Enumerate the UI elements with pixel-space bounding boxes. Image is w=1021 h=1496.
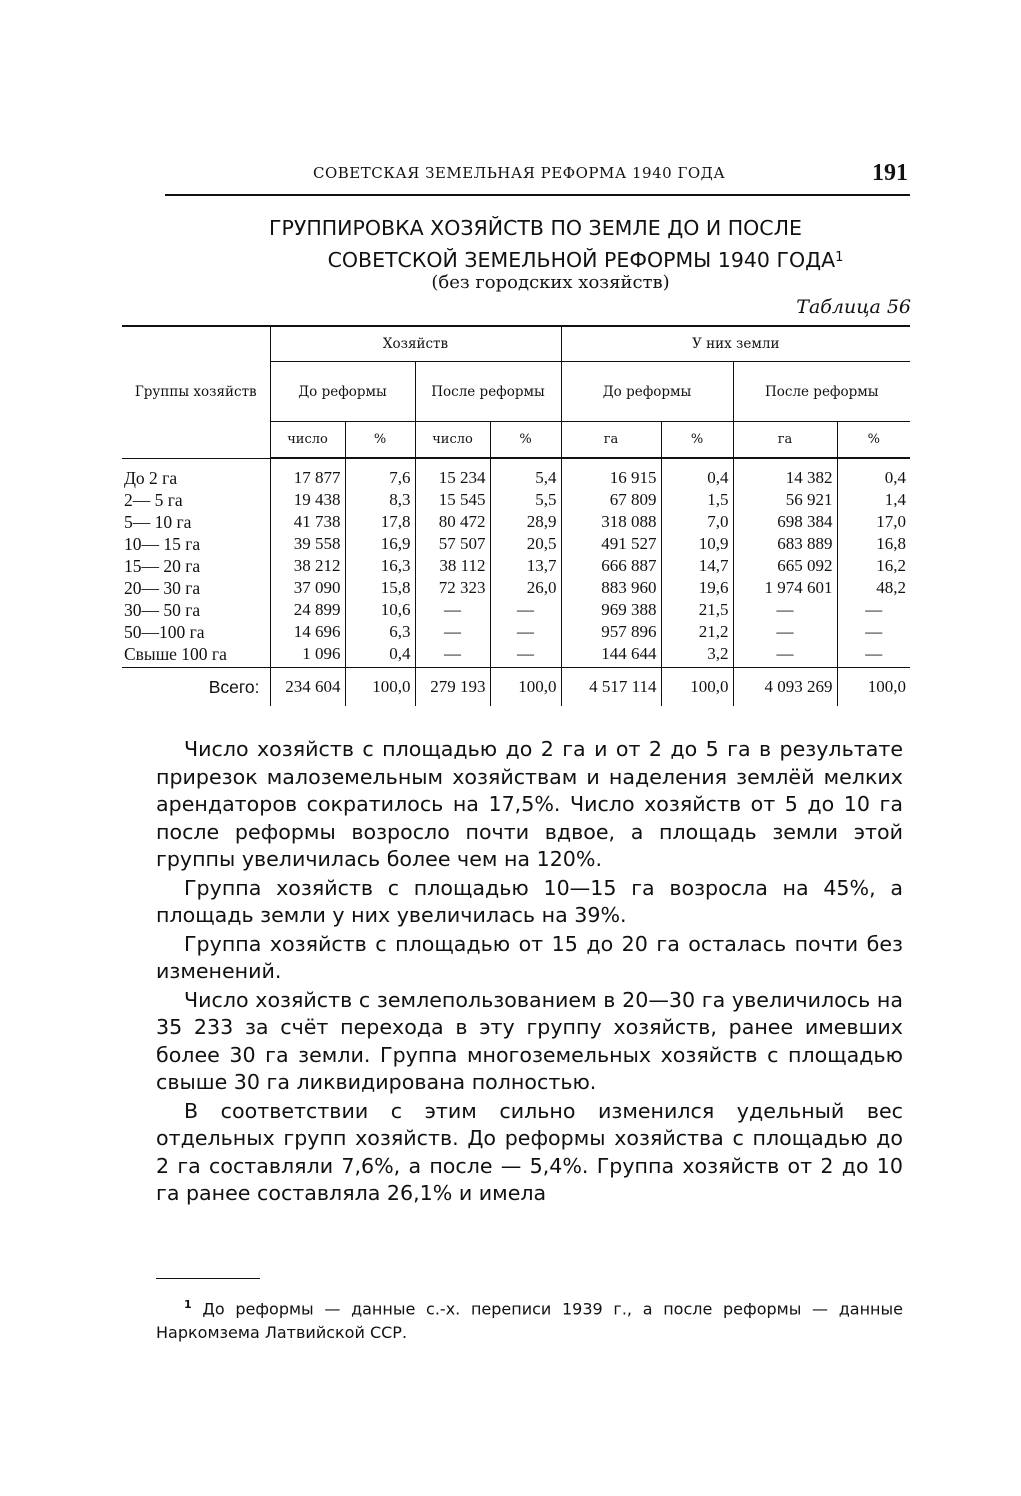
land-after-hectares: 698 384 — [733, 511, 837, 533]
total-farms-after-percent: 100,0 — [490, 668, 561, 707]
land-before-percent: 7,0 — [661, 511, 733, 533]
table-row — [122, 555, 910, 577]
farms-before-percent: 17,8 — [345, 511, 415, 533]
header-farms-after: После реформы — [415, 362, 561, 422]
land-after-percent: — — [837, 599, 910, 621]
total-farms-before-count: 234 604 — [270, 668, 345, 707]
land-before-hectares: 67 809 — [561, 489, 661, 511]
header-percent: % — [490, 422, 561, 459]
group-cell: 20— 30 га — [124, 578, 201, 598]
farms-after-percent: — — [490, 643, 561, 668]
farms-after-count: 15 234 — [415, 458, 490, 489]
paragraph: В соответствии с этим сильно изменился удельный вес отдельных групп хозяйств. До реформы хозяйства с площадью до 2 га составляли 7,6%, а после — 5,4%. Группа хозяйств от 2 до 10 га ранее составляла 26,1% и имела — [156, 1098, 903, 1205]
land-before-percent: 19,6 — [661, 577, 733, 599]
farms-before-count: 19 438 — [270, 489, 345, 511]
land-before-percent: 0,4 — [661, 458, 733, 489]
group-cell: 10— 15 га — [124, 534, 201, 554]
farms-before-percent: 0,4 — [345, 643, 415, 668]
farms-after-percent: 5,5 — [490, 489, 561, 511]
header-hectares: га — [733, 422, 837, 459]
paragraph: Группа хозяйств с площадью 10—15 га возросла на 45%, а площадь земли у них увеличилась на 39%. — [156, 875, 903, 927]
header-percent: % — [345, 422, 415, 459]
farms-before-count: 39 558 — [270, 533, 345, 555]
table-row — [122, 577, 910, 599]
total-land-after-percent: 100,0 — [837, 668, 910, 707]
farms-before-count: 24 899 — [270, 599, 345, 621]
land-before-percent: 21,2 — [661, 621, 733, 643]
farms-after-count: 57 507 — [415, 533, 490, 555]
land-after-percent: 17,0 — [837, 511, 910, 533]
land-after-percent: 16,8 — [837, 533, 910, 555]
header-count: число — [415, 422, 490, 459]
total-label: Всего: — [122, 668, 270, 707]
table-title-line-2-text: СОВЕТСКОЙ ЗЕМЕЛЬНОЙ РЕФОРМЫ 1940 ГОДА — [327, 248, 836, 272]
land-after-hectares: — — [733, 643, 837, 668]
land-after-hectares: 1 974 601 — [733, 577, 837, 599]
farms-before-percent: 10,6 — [345, 599, 415, 621]
total-land-before-percent: 100,0 — [661, 668, 733, 707]
total-land-before-hectares: 4 517 114 — [561, 668, 661, 707]
running-title: СОВЕТСКАЯ ЗЕМЕЛЬНАЯ РЕФОРМА 1940 ГОДА — [313, 164, 726, 182]
table-row — [122, 599, 910, 621]
table-label: Таблица 56 — [796, 296, 911, 318]
table-row — [122, 643, 910, 668]
table-body — [122, 458, 910, 668]
land-after-hectares: — — [733, 599, 837, 621]
farms-before-percent: 6,3 — [345, 621, 415, 643]
table-row — [122, 533, 910, 555]
group-cell: 50—100 га — [124, 622, 205, 642]
farms-before-count: 38 212 — [270, 555, 345, 577]
total-farms-after-count: 279 193 — [415, 668, 490, 707]
table-row — [122, 458, 910, 489]
paragraph: Число хозяйств с площадью до 2 га и от 2 до 5 га в результате прирезок малоземельным хозяйствам и наделения землёй мелких арендаторов сократилось на 17,5%. Число хозяйств от 5 до 10 га после реформы возросло почти вдвое, а площадь земли этой группы увеличилась более чем на 120%. — [156, 737, 903, 871]
land-before-hectares: 957 896 — [561, 621, 661, 643]
land-before-percent: 14,7 — [661, 555, 733, 577]
land-after-percent: 48,2 — [837, 577, 910, 599]
footnote-rule — [156, 1278, 260, 1279]
header-groups: Группы хозяйств — [122, 326, 270, 458]
header-land-after: После реформы — [733, 362, 910, 422]
land-before-hectares: 883 960 — [561, 577, 661, 599]
land-before-percent: 21,5 — [661, 599, 733, 621]
header-farms-before: До реформы — [270, 362, 415, 422]
farms-before-percent: 16,9 — [345, 533, 415, 555]
total-row — [122, 668, 910, 707]
land-before-hectares: 969 388 — [561, 599, 661, 621]
total-land-after-hectares: 4 093 269 — [733, 668, 837, 707]
land-after-hectares: — — [733, 621, 837, 643]
farms-after-percent: 20,5 — [490, 533, 561, 555]
table-row — [122, 489, 910, 511]
table-row — [122, 511, 910, 533]
group-cell: До 2 га — [124, 467, 178, 488]
land-before-hectares: 491 527 — [561, 533, 661, 555]
table-title-line-1: ГРУППИРОВКА ХОЗЯЙСТВ ПО ЗЕМЛЕ ДО И ПОСЛЕ — [269, 216, 802, 240]
farms-before-count: 1 096 — [270, 643, 345, 668]
farms-after-percent: 5,4 — [490, 458, 561, 489]
land-after-hectares: 665 092 — [733, 555, 837, 577]
header-farms: Хозяйств — [270, 326, 561, 362]
group-cell: Свыше 100 га — [124, 644, 227, 664]
header-count: число — [270, 422, 345, 459]
farms-before-count: 37 090 — [270, 577, 345, 599]
land-groups-table — [122, 325, 910, 706]
body-text — [156, 736, 903, 1208]
footnote-mark: 1 — [184, 1298, 192, 1311]
land-after-hectares: 683 889 — [733, 533, 837, 555]
land-before-hectares: 144 644 — [561, 643, 661, 668]
land-after-percent: — — [837, 643, 910, 668]
farms-before-count: 17 877 — [270, 458, 345, 489]
farms-after-percent: 26,0 — [490, 577, 561, 599]
land-after-hectares: 56 921 — [733, 489, 837, 511]
footnote — [156, 1293, 903, 1345]
table-title-footnote-mark: 1 — [835, 250, 844, 265]
land-after-percent: — — [837, 621, 910, 643]
group-cell: 30— 50 га — [124, 600, 201, 620]
land-before-hectares: 16 915 — [561, 458, 661, 489]
group-cell: 2— 5 га — [124, 490, 183, 510]
table-title-line-2 — [0, 243, 1021, 275]
running-header — [165, 160, 910, 196]
land-after-hectares: 14 382 — [733, 458, 837, 489]
farms-after-count: — — [415, 643, 490, 668]
paragraph: Группа хозяйств с площадью от 15 до 20 га осталась почти без изменений. — [156, 931, 903, 983]
paragraph: Число хозяйств с землепользованием в 20—30 га увеличилось на 35 233 за счёт перехода в эту группу хозяйств, ранее имевших более 30 га земли. Группа многоземельных хозяйств с площадью свыше 30 га ликвидирована полностью. — [156, 987, 903, 1094]
land-after-percent: 16,2 — [837, 555, 910, 577]
footnote-text: До реформы — данные с.-х. переписи 1939 г., а после реформы — данные Наркомзема Латвийской ССР. — [156, 1299, 903, 1343]
table-subtitle: (без городских хозяйств) — [431, 272, 670, 293]
land-before-hectares: 666 887 — [561, 555, 661, 577]
farms-before-percent: 7,6 — [345, 458, 415, 489]
group-cell: 5— 10 га — [124, 512, 192, 532]
farms-after-count: 72 323 — [415, 577, 490, 599]
land-before-percent: 3,2 — [661, 643, 733, 668]
land-before-percent: 10,9 — [661, 533, 733, 555]
farms-after-count: 38 112 — [415, 555, 490, 577]
header-land: У них земли — [561, 326, 910, 362]
table-row — [122, 621, 910, 643]
land-before-hectares: 318 088 — [561, 511, 661, 533]
farms-after-count: 15 545 — [415, 489, 490, 511]
farms-after-percent: — — [490, 621, 561, 643]
farms-after-percent: 28,9 — [490, 511, 561, 533]
header-hectares: га — [561, 422, 661, 459]
page-number: 191 — [872, 160, 908, 186]
farms-after-percent: — — [490, 599, 561, 621]
farms-after-percent: 13,7 — [490, 555, 561, 577]
land-after-percent: 0,4 — [837, 458, 910, 489]
farms-before-percent: 8,3 — [345, 489, 415, 511]
farms-after-count: — — [415, 599, 490, 621]
header-land-before: До реформы — [561, 362, 733, 422]
header-percent: % — [837, 422, 910, 459]
farms-before-count: 41 738 — [270, 511, 345, 533]
farms-before-percent: 16,3 — [345, 555, 415, 577]
land-after-percent: 1,4 — [837, 489, 910, 511]
header-percent: % — [661, 422, 733, 459]
farms-after-count: 80 472 — [415, 511, 490, 533]
total-farms-before-percent: 100,0 — [345, 668, 415, 707]
farms-before-count: 14 696 — [270, 621, 345, 643]
table-title — [0, 214, 1021, 275]
land-before-percent: 1,5 — [661, 489, 733, 511]
farms-before-percent: 15,8 — [345, 577, 415, 599]
farms-after-count: — — [415, 621, 490, 643]
group-cell: 15— 20 га — [124, 556, 201, 576]
